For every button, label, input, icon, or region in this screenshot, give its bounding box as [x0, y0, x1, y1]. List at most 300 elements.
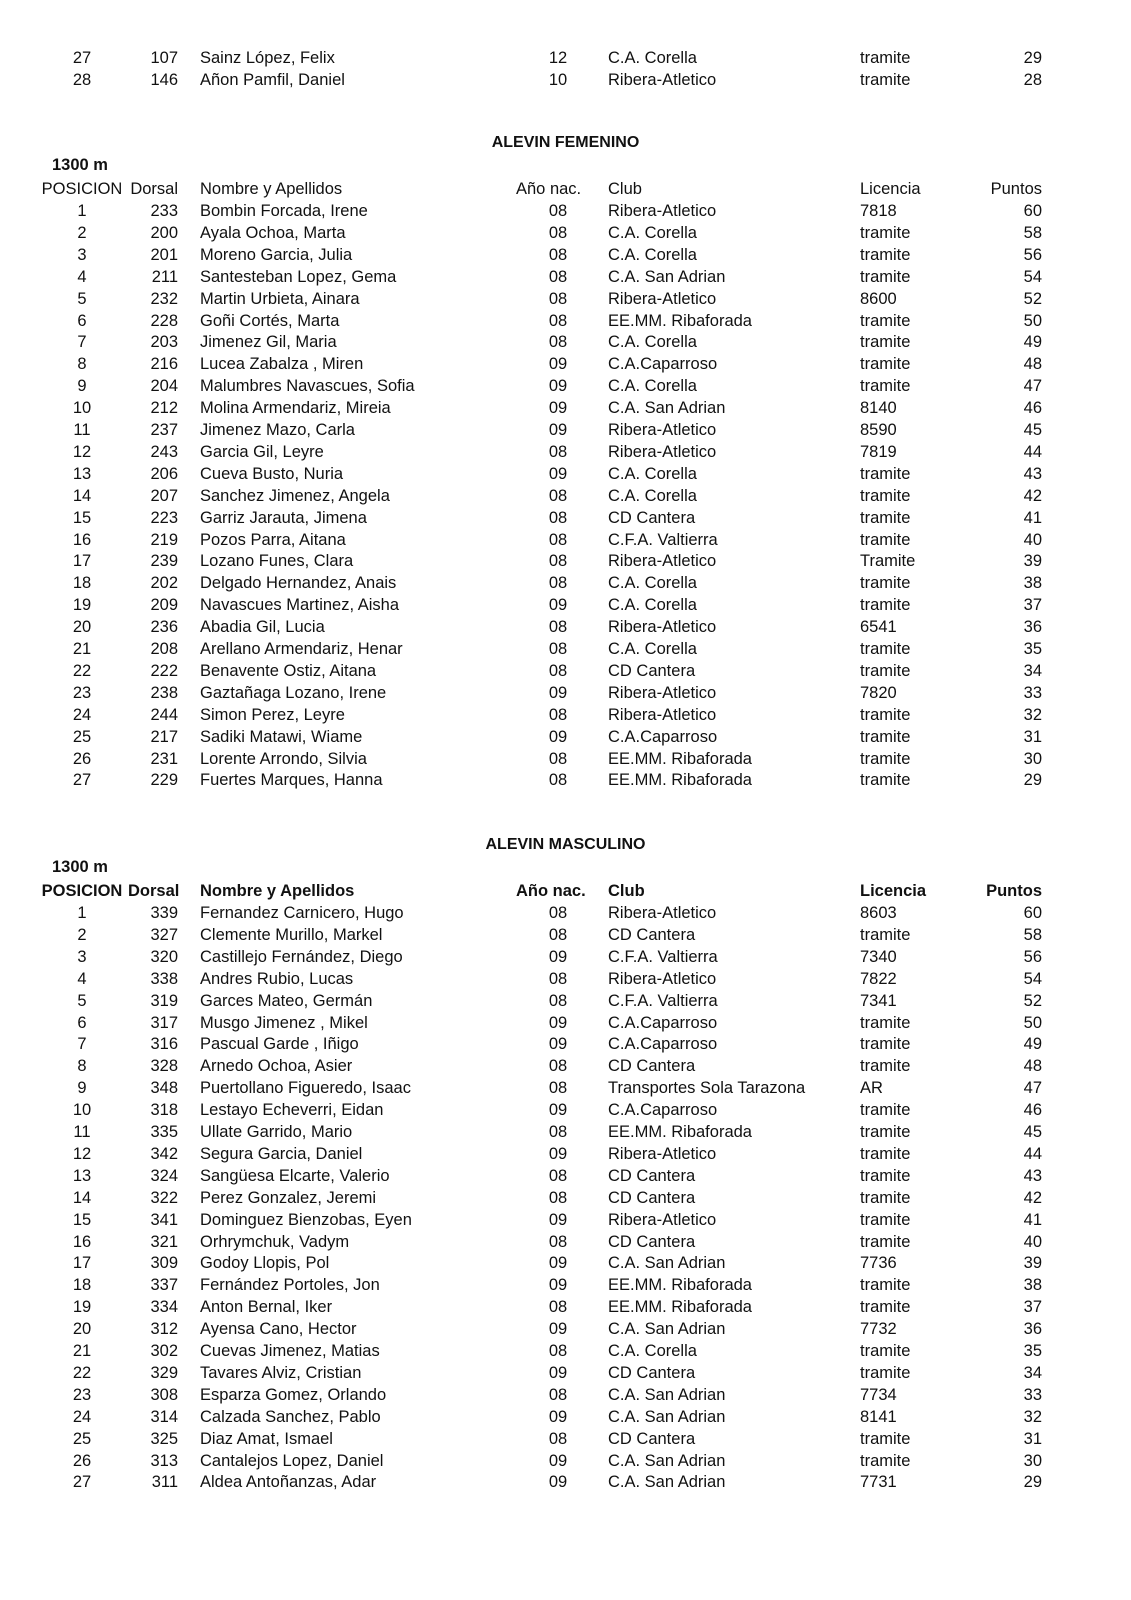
- bib-header: Dorsal: [130, 180, 178, 198]
- birth-year-cell: 09: [548, 1101, 568, 1120]
- position-cell: 19: [72, 596, 92, 615]
- club-cell: CD Cantera: [608, 1363, 696, 1382]
- birth-year-cell: 08: [548, 969, 568, 988]
- birth-year-cell: 09: [548, 1407, 568, 1426]
- position-cell: 21: [72, 1342, 92, 1360]
- birth-year-cell: 10: [548, 70, 568, 89]
- license-cell: 7732: [860, 1320, 897, 1339]
- points-cell: 49: [1023, 333, 1042, 352]
- bib-cell: 208: [150, 640, 178, 658]
- name-cell: Fuertes Marques, Hanna: [200, 771, 383, 790]
- points-cell: 40: [1023, 1232, 1042, 1251]
- birth-year-cell: 08: [548, 1188, 568, 1207]
- club-cell: CD Cantera: [608, 1429, 696, 1448]
- table-row: [0, 1187, 1131, 1209]
- points-cell: 39: [1023, 552, 1042, 571]
- license-cell: tramite: [860, 1166, 911, 1185]
- name-cell: Arnedo Ochoa, Asier: [200, 1057, 353, 1076]
- name-cell: Orhrymchuk, Vadym: [200, 1232, 350, 1251]
- club-cell: EE.MM. Ribaforada: [608, 1123, 752, 1141]
- points-cell: 29: [1023, 771, 1042, 790]
- name-header: Nombre y Apellidos: [200, 180, 343, 198]
- bib-cell: 206: [150, 464, 178, 483]
- birth-year-cell: 08: [548, 771, 568, 790]
- license-cell: tramite: [860, 1451, 911, 1470]
- table-row: [0, 616, 1131, 638]
- birth-year-cell: 08: [548, 661, 568, 680]
- position-cell: 10: [72, 399, 92, 418]
- points-cell: 45: [1023, 1123, 1042, 1141]
- name-cell: Diaz Amat, Ismael: [200, 1429, 333, 1448]
- club-cell: C.A. Corella: [608, 245, 697, 264]
- license-cell: tramite: [860, 596, 911, 615]
- birth-year-cell: 09: [548, 464, 568, 483]
- name-cell: Delgado Hernandez, Anais: [200, 574, 397, 593]
- club-header: Club: [608, 882, 645, 900]
- position-cell: 26: [72, 1451, 92, 1470]
- birth-year-cell: 08: [548, 442, 568, 461]
- club-cell: C.A. Corella: [608, 574, 697, 593]
- points-cell: 30: [1023, 1451, 1042, 1470]
- club-cell: C.A. San Adrian: [608, 1254, 726, 1273]
- points-cell: 39: [1023, 1254, 1042, 1273]
- table-row: [0, 288, 1131, 310]
- club-header: Club: [608, 180, 642, 198]
- club-cell: C.A. Corella: [608, 486, 697, 505]
- position-header: POSICION: [41, 180, 123, 198]
- points-cell: 56: [1023, 947, 1042, 966]
- table-row: [0, 485, 1131, 507]
- name-cell: Cuevas Jimenez, Matias: [200, 1342, 380, 1360]
- bib-cell: 204: [150, 377, 178, 396]
- birth-year-cell: 08: [548, 640, 568, 658]
- birth-year-cell: 08: [548, 1057, 568, 1076]
- section-title: ALEVIN FEMENINO: [491, 134, 640, 151]
- points-cell: 47: [1023, 1079, 1042, 1098]
- name-cell: Pozos Parra, Aitana: [200, 530, 346, 549]
- points-cell: 46: [1023, 399, 1042, 418]
- position-cell: 12: [72, 442, 92, 461]
- position-cell: 3: [77, 947, 87, 966]
- table-row: [0, 200, 1131, 222]
- table-row: [0, 704, 1131, 726]
- license-cell: tramite: [860, 771, 911, 790]
- points-cell: 50: [1023, 311, 1042, 330]
- position-cell: 20: [72, 1320, 92, 1339]
- license-cell: tramite: [860, 640, 911, 658]
- name-cell: Gaztañaga Lozano, Irene: [200, 683, 387, 702]
- position-cell: 14: [72, 1188, 92, 1207]
- birth-year-header: Año nac.: [516, 882, 586, 900]
- birth-year-cell: 12: [548, 49, 568, 67]
- bib-cell: 338: [150, 969, 178, 988]
- name-cell: Cueva Busto, Nuria: [200, 464, 344, 483]
- table-row: [0, 507, 1131, 529]
- name-cell: Navascues Martinez, Aisha: [200, 596, 400, 615]
- license-cell: tramite: [860, 486, 911, 505]
- birth-year-cell: 08: [548, 749, 568, 768]
- name-cell: Pascual Garde , Iñigo: [200, 1035, 359, 1054]
- birth-year-cell: 08: [548, 618, 568, 637]
- table-row: [0, 1077, 1131, 1099]
- name-cell: Añon Pamfil, Daniel: [200, 70, 345, 89]
- table-row: [0, 1384, 1131, 1406]
- table-row: [0, 1296, 1131, 1318]
- name-cell: Sanchez Jimenez, Angela: [200, 486, 390, 505]
- position-cell: 18: [72, 574, 92, 593]
- license-cell: tramite: [860, 727, 911, 746]
- points-cell: 38: [1023, 1276, 1042, 1295]
- table-row: [0, 310, 1131, 332]
- points-cell: 43: [1023, 1166, 1042, 1185]
- birth-year-cell: 09: [548, 1363, 568, 1382]
- license-cell: tramite: [860, 925, 911, 944]
- points-cell: 41: [1023, 1210, 1042, 1229]
- position-cell: 28: [72, 70, 92, 89]
- name-cell: Tavares Alviz, Cristian: [200, 1363, 362, 1382]
- position-cell: 3: [77, 245, 87, 264]
- table-row: [0, 1121, 1131, 1143]
- points-cell: 31: [1023, 1429, 1042, 1448]
- club-cell: C.A.Caparroso: [608, 1035, 718, 1054]
- club-cell: C.A. San Adrian: [608, 1385, 726, 1404]
- club-cell: CD Cantera: [608, 1166, 696, 1185]
- points-cell: 43: [1023, 464, 1042, 483]
- table-row: [0, 1209, 1131, 1231]
- table-row: [0, 1362, 1131, 1384]
- name-cell: Anton Bernal, Iker: [200, 1298, 333, 1317]
- club-cell: C.A. San Adrian: [608, 1451, 726, 1470]
- bib-cell: 329: [150, 1363, 178, 1382]
- birth-year-cell: 09: [548, 377, 568, 396]
- points-cell: 34: [1023, 661, 1042, 680]
- table-row: [0, 726, 1131, 748]
- position-cell: 14: [72, 486, 92, 505]
- position-cell: 11: [73, 421, 91, 439]
- table-header-row: [0, 178, 1131, 200]
- bib-cell: 309: [150, 1254, 178, 1273]
- birth-year-cell: 09: [548, 727, 568, 746]
- table-row: [0, 1274, 1131, 1296]
- position-cell: 27: [72, 49, 92, 67]
- birth-year-cell: 08: [548, 1079, 568, 1098]
- bib-cell: 223: [150, 508, 178, 527]
- club-cell: C.A. Corella: [608, 640, 697, 658]
- birth-year-cell: 08: [548, 1123, 568, 1141]
- points-cell: 31: [1023, 727, 1042, 746]
- table-row: [0, 222, 1131, 244]
- table-row: [0, 1340, 1131, 1362]
- birth-year-cell: 09: [548, 1320, 568, 1339]
- license-cell: tramite: [860, 1232, 911, 1251]
- position-cell: 19: [72, 1298, 92, 1317]
- license-cell: tramite: [860, 1101, 911, 1120]
- birth-year-cell: 09: [548, 1276, 568, 1295]
- table-row: [0, 353, 1131, 375]
- table-row: [0, 47, 1131, 69]
- name-cell: Andres Rubio, Lucas: [200, 969, 354, 988]
- name-cell: Castillejo Fernández, Diego: [200, 947, 403, 966]
- birth-year-cell: 09: [548, 1210, 568, 1229]
- license-cell: 7736: [860, 1254, 897, 1273]
- bib-cell: 313: [150, 1451, 178, 1470]
- bib-cell: 320: [150, 947, 178, 966]
- position-cell: 1: [77, 904, 87, 922]
- name-cell: Malumbres Navascues, Sofia: [200, 377, 415, 396]
- points-cell: 32: [1023, 1407, 1042, 1426]
- birth-year-cell: 08: [548, 705, 568, 724]
- table-row: [0, 902, 1131, 924]
- bib-cell: 207: [150, 486, 178, 505]
- table-row: [0, 1143, 1131, 1165]
- bib-cell: 334: [150, 1298, 178, 1317]
- table-row: [0, 990, 1131, 1012]
- bib-cell: 146: [150, 70, 178, 89]
- bib-cell: 219: [150, 530, 178, 549]
- position-cell: 17: [72, 552, 92, 571]
- bib-cell: 308: [150, 1385, 178, 1404]
- name-cell: Segura Garcia, Daniel: [200, 1144, 363, 1163]
- position-cell: 24: [72, 1407, 92, 1426]
- club-cell: C.F.A. Valtierra: [608, 530, 718, 549]
- license-cell: tramite: [860, 705, 911, 724]
- license-cell: 7819: [860, 442, 897, 461]
- table-row: [0, 244, 1131, 266]
- birth-year-cell: 08: [548, 245, 568, 264]
- position-cell: 6: [77, 1013, 87, 1032]
- club-cell: C.A. Corella: [608, 333, 697, 352]
- table-row: [0, 594, 1131, 616]
- bib-cell: 231: [150, 749, 178, 768]
- bib-cell: 319: [150, 991, 178, 1010]
- birth-year-cell: 08: [548, 574, 568, 593]
- license-cell: tramite: [860, 1276, 911, 1295]
- birth-year-cell: 08: [548, 267, 568, 286]
- position-cell: 15: [72, 1210, 92, 1229]
- bib-cell: 216: [150, 355, 178, 374]
- name-cell: Arellano Armendariz, Henar: [200, 640, 403, 658]
- table-row: [0, 769, 1131, 791]
- bib-cell: 202: [150, 574, 178, 593]
- name-cell: Perez Gonzalez, Jeremi: [200, 1188, 377, 1207]
- club-cell: CD Cantera: [608, 1232, 696, 1251]
- bib-cell: 317: [150, 1013, 178, 1032]
- position-cell: 5: [77, 289, 87, 308]
- name-cell: Musgo Jimenez , Mikel: [200, 1013, 368, 1032]
- name-cell: Fernandez Carnicero, Hugo: [200, 904, 404, 922]
- club-cell: Ribera-Atletico: [608, 289, 717, 308]
- license-cell: tramite: [860, 1210, 911, 1229]
- birth-year-cell: 09: [548, 683, 568, 702]
- club-cell: Ribera-Atletico: [608, 683, 717, 702]
- bib-cell: 321: [150, 1232, 178, 1251]
- club-cell: CD Cantera: [608, 508, 696, 527]
- license-cell: AR: [860, 1079, 883, 1098]
- birth-year-cell: 08: [548, 530, 568, 549]
- license-cell: tramite: [860, 377, 911, 396]
- club-cell: C.A. Corella: [608, 1342, 697, 1360]
- table-row: [0, 419, 1131, 441]
- points-cell: 54: [1023, 267, 1042, 286]
- points-cell: 58: [1023, 925, 1042, 944]
- table-row: [0, 1471, 1131, 1493]
- table-row: [0, 266, 1131, 288]
- points-cell: 48: [1023, 355, 1042, 374]
- name-cell: Garriz Jarauta, Jimena: [200, 508, 367, 527]
- name-cell: Puertollano Figueredo, Isaac: [200, 1079, 411, 1098]
- position-cell: 25: [72, 1429, 92, 1448]
- points-cell: 37: [1023, 596, 1042, 615]
- license-cell: tramite: [860, 1363, 911, 1382]
- bib-cell: 324: [150, 1166, 178, 1185]
- birth-year-cell: 09: [548, 1013, 568, 1032]
- points-cell: 56: [1023, 245, 1042, 264]
- license-cell: tramite: [860, 1144, 911, 1163]
- points-cell: 50: [1023, 1013, 1042, 1032]
- birth-year-cell: 08: [548, 1166, 568, 1185]
- table-row: [0, 69, 1131, 91]
- bib-cell: 212: [150, 399, 178, 418]
- table-row: [0, 1252, 1131, 1274]
- points-cell: 34: [1023, 1363, 1042, 1382]
- birth-year-cell: 09: [548, 596, 568, 615]
- license-cell: 7820: [860, 683, 897, 702]
- points-header: Puntos: [990, 180, 1042, 198]
- name-cell: Bombin Forcada, Irene: [200, 202, 368, 220]
- club-cell: C.A. San Adrian: [608, 1320, 726, 1339]
- club-cell: C.A.Caparroso: [608, 727, 718, 746]
- position-cell: 24: [72, 705, 92, 724]
- position-cell: 8: [77, 1057, 87, 1076]
- name-cell: Cantalejos Lopez, Daniel: [200, 1451, 384, 1470]
- points-cell: 35: [1023, 640, 1042, 658]
- points-cell: 42: [1023, 1188, 1042, 1207]
- license-cell: tramite: [860, 223, 911, 242]
- name-cell: Abadia Gil, Lucia: [200, 618, 325, 637]
- license-cell: 7734: [860, 1385, 897, 1404]
- name-cell: Calzada Sanchez, Pablo: [200, 1407, 381, 1426]
- table-row: [0, 1055, 1131, 1077]
- position-cell: 1: [77, 202, 87, 220]
- bib-cell: 200: [150, 223, 178, 242]
- points-cell: 48: [1023, 1057, 1042, 1076]
- bib-cell: 312: [150, 1320, 178, 1339]
- license-cell: tramite: [860, 267, 911, 286]
- table-row: [0, 1450, 1131, 1472]
- club-cell: Ribera-Atletico: [608, 442, 717, 461]
- license-cell: tramite: [860, 1057, 911, 1076]
- license-header: Licencia: [860, 882, 927, 900]
- position-cell: 22: [72, 1363, 92, 1382]
- bib-cell: 325: [150, 1429, 178, 1448]
- club-cell: C.F.A. Valtierra: [608, 947, 718, 966]
- race-distance: 1300 m: [52, 858, 108, 876]
- position-cell: 20: [72, 618, 92, 637]
- club-cell: C.F.A. Valtierra: [608, 991, 718, 1010]
- license-cell: 8603: [860, 904, 897, 922]
- points-cell: 44: [1023, 1144, 1042, 1163]
- position-cell: 7: [77, 1035, 87, 1054]
- table-row: [0, 1012, 1131, 1034]
- license-cell: 7340: [860, 947, 897, 966]
- bib-cell: 107: [150, 49, 178, 67]
- birth-year-cell: 08: [548, 904, 568, 922]
- position-cell: 2: [77, 925, 87, 944]
- position-cell: 16: [72, 530, 92, 549]
- license-header: Licencia: [860, 180, 921, 198]
- table-row: [0, 572, 1131, 594]
- name-cell: Fernández Portoles, Jon: [200, 1276, 380, 1295]
- birth-year-cell: 08: [548, 552, 568, 571]
- club-cell: C.A. Corella: [608, 223, 697, 242]
- position-cell: 23: [72, 683, 92, 702]
- bib-cell: 229: [150, 771, 178, 790]
- points-cell: 33: [1023, 1385, 1042, 1404]
- club-cell: C.A.Caparroso: [608, 1101, 718, 1120]
- name-cell: Clemente Murillo, Markel: [200, 925, 383, 944]
- license-cell: 8590: [860, 421, 897, 439]
- table-row: [0, 397, 1131, 419]
- club-cell: Ribera-Atletico: [608, 904, 717, 922]
- points-cell: 60: [1023, 202, 1042, 220]
- position-cell: 4: [77, 969, 87, 988]
- birth-year-cell: 08: [548, 1385, 568, 1404]
- name-cell: Lestayo Echeverri, Eidan: [200, 1101, 384, 1120]
- position-cell: 9: [77, 1079, 87, 1098]
- club-cell: Ribera-Atletico: [608, 705, 717, 724]
- name-cell: Goñi Cortés, Marta: [200, 311, 340, 330]
- license-cell: tramite: [860, 1429, 911, 1448]
- points-cell: 36: [1023, 1320, 1042, 1339]
- table-row: [0, 1406, 1131, 1428]
- bib-cell: 222: [150, 661, 178, 680]
- license-cell: 7341: [860, 991, 897, 1010]
- bib-cell: 348: [150, 1079, 178, 1098]
- table-row: [0, 550, 1131, 572]
- license-cell: 7818: [860, 202, 897, 220]
- name-cell: Ullate Garrido, Mario: [200, 1123, 353, 1141]
- bib-cell: 211: [151, 267, 178, 286]
- license-cell: 8141: [860, 1407, 897, 1426]
- points-cell: 33: [1023, 683, 1042, 702]
- license-cell: tramite: [860, 1035, 911, 1054]
- position-cell: 22: [72, 661, 92, 680]
- birth-year-cell: 08: [548, 333, 568, 352]
- license-cell: tramite: [860, 508, 911, 527]
- birth-year-cell: 08: [548, 508, 568, 527]
- birth-year-header: Año nac.: [516, 180, 582, 198]
- table-row: [0, 1165, 1131, 1187]
- bib-cell: 342: [150, 1144, 178, 1163]
- table-row: [0, 748, 1131, 770]
- points-cell: 47: [1023, 377, 1042, 396]
- bib-cell: 243: [150, 442, 178, 461]
- license-cell: 8140: [860, 399, 897, 418]
- license-cell: tramite: [860, 355, 911, 374]
- position-cell: 7: [77, 333, 87, 352]
- table-row: [0, 1033, 1131, 1055]
- bib-cell: 314: [150, 1407, 178, 1426]
- name-cell: Simon Perez, Leyre: [200, 705, 345, 724]
- bib-cell: 322: [150, 1188, 178, 1207]
- name-cell: Martin Urbieta, Ainara: [200, 289, 360, 308]
- birth-year-cell: 09: [548, 1254, 568, 1273]
- table-row: [0, 441, 1131, 463]
- points-cell: 52: [1023, 991, 1042, 1010]
- name-cell: Lozano Funes, Clara: [200, 552, 354, 571]
- name-cell: Benavente Ostiz, Aitana: [200, 661, 377, 680]
- birth-year-cell: 09: [548, 421, 568, 439]
